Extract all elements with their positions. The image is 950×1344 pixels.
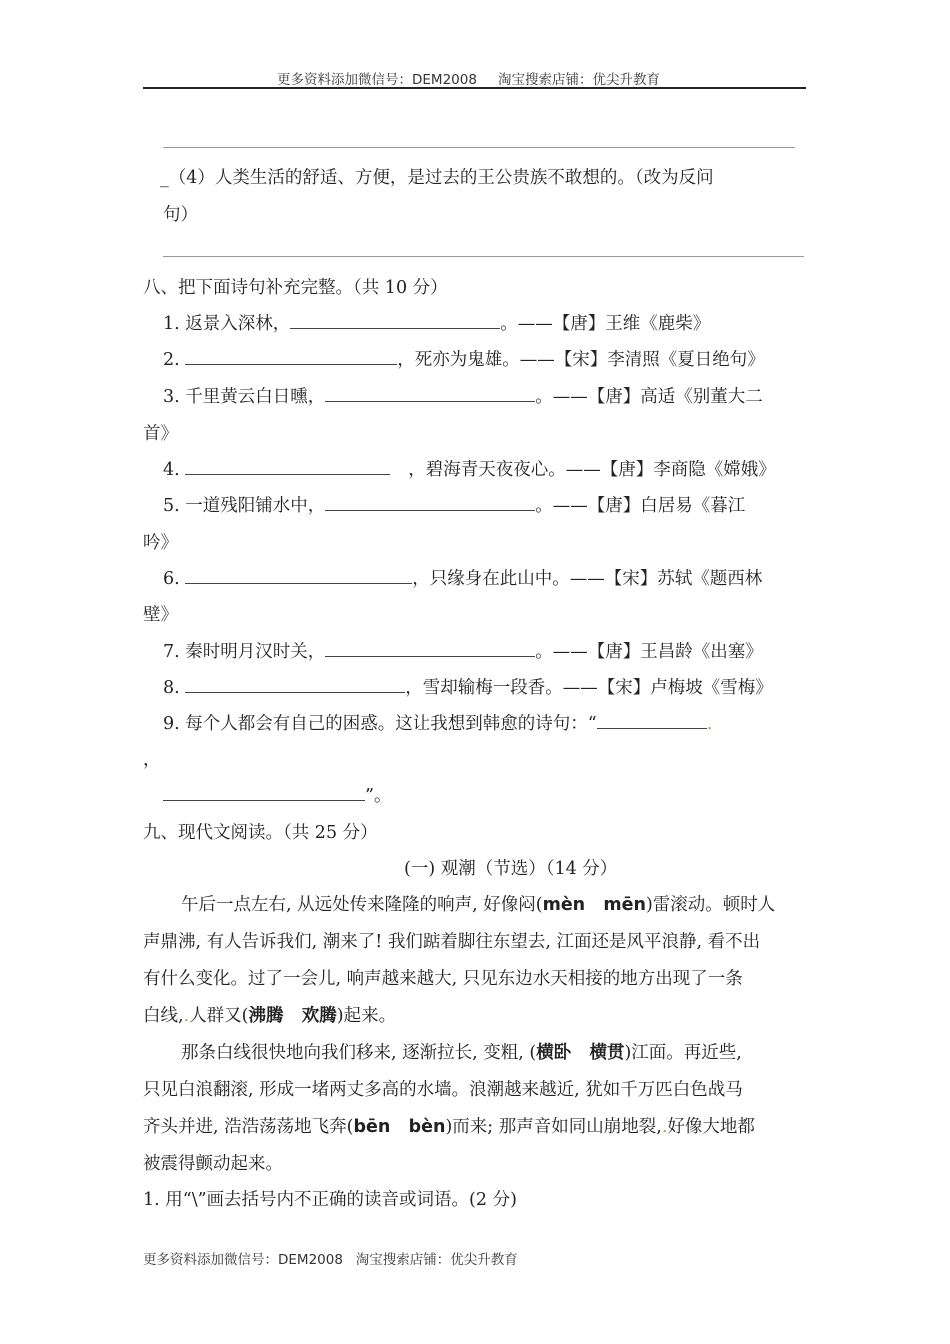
- question-7-4-cont: 句）: [163, 205, 198, 225]
- passage-line: [143, 1002, 396, 1027]
- poem-source: ，碧海青天夜夜心。——【唐】李商隐《嫦娥》: [408, 460, 776, 480]
- poem-item-6-cont: 壁》: [143, 605, 178, 625]
- passage-text: 人群又(: [189, 1006, 249, 1026]
- poem-item-5-cont: 吟》: [143, 533, 178, 553]
- poem-source: ，雪却输梅一段香。——【宋】卢梅坡《雪梅》: [405, 678, 773, 698]
- passage-title: (一) 观潮（节选）（14 分）: [404, 859, 618, 879]
- poem-source: ，只缘身在此山中。——【宋】苏轼《题西林: [412, 569, 763, 589]
- blank[interactable]: [325, 385, 535, 402]
- passage-text: 好像大地都: [667, 1117, 755, 1137]
- blank[interactable]: [163, 784, 365, 801]
- passage-text: 白线,: [143, 1006, 184, 1026]
- poem-item-6: [163, 565, 762, 590]
- poem-source: 。——【唐】高适《别董大二: [535, 387, 763, 407]
- poem-source: 。——【唐】白居易《暮江: [535, 496, 746, 516]
- passage-text: )而来; 那声音如同山崩地裂,: [445, 1117, 662, 1137]
- poem-source: ，死亦为鬼雄。——【宋】李清照《夏日绝句》: [397, 350, 765, 370]
- poem-item-5: [163, 492, 745, 517]
- poem-item-9-comma: ，: [143, 750, 161, 770]
- poem-item-3-cont: 首》: [143, 424, 178, 444]
- poem-item-7: [163, 638, 763, 663]
- poem-item-9-end: [163, 782, 391, 807]
- poem-text: 7. 秦时明月汉时关，: [163, 642, 326, 662]
- passage-line: 有什么变化。过了一会儿, 响声越来越大, 只见东边水天相接的地方出现了一条: [143, 969, 743, 989]
- poem-source: 。——【唐】王维《鹿柴》: [500, 314, 711, 334]
- passage-text: )江面。再近些,: [624, 1043, 742, 1063]
- mark-dot: .: [183, 1006, 190, 1026]
- header-shop: 淘宝搜索店铺：优尖升教育: [498, 72, 660, 88]
- mark-dot: .: [706, 714, 713, 734]
- poem-item-9: [163, 710, 712, 735]
- poem-source: 。——【唐】王昌龄《出塞》: [535, 642, 763, 662]
- question-9-1: 1. 用“\”画去括号内不正确的读音或词语。(2 分): [143, 1190, 517, 1210]
- passage-text: 齐头并进, 浩浩荡荡地飞奔(: [143, 1117, 354, 1137]
- poem-text: 2.: [163, 350, 186, 370]
- poem-text: 6.: [163, 569, 186, 589]
- blank[interactable]: [185, 567, 412, 584]
- poem-item-1: [163, 310, 710, 335]
- blank[interactable]: [185, 458, 390, 475]
- blank[interactable]: [325, 494, 535, 511]
- poem-text: 9. 每个人都会有自己的困惑。这让我想到韩愈的诗句：“: [163, 714, 597, 734]
- passage-text: 那条白线很快地向我们移来, 逐渐拉长, 变粗, (: [181, 1043, 537, 1063]
- footer-text: 更多资料添加微信号：DEM2008 淘宝搜索店铺：优尖升教育: [143, 1252, 518, 1268]
- poem-text: 8.: [163, 678, 186, 698]
- poem-text: 4.: [163, 460, 186, 480]
- poem-text: ”。: [365, 786, 392, 806]
- answer-line: [163, 256, 804, 257]
- passage-text: )起来。: [336, 1006, 397, 1026]
- poem-item-8: [163, 674, 773, 699]
- blank[interactable]: [325, 640, 535, 657]
- passage-line: 声鼎沸, 有人告诉我们, 潮来了! 我们踮着脚往东望去, 江面还是风平浪静, 看不出: [143, 932, 761, 952]
- answer-line: [163, 147, 795, 148]
- poem-item-3: [163, 383, 763, 408]
- pinyin-options: mèn mēn: [542, 895, 646, 915]
- passage-text: 午后一点左右, 从远处传来隆隆的响声, 好像闷(: [181, 895, 543, 915]
- passage-line: 只见白浪翻滚, 形成一堵两丈多高的水墙。浪潮越来越近, 犹如千万匹白色战马: [143, 1080, 743, 1100]
- poem-text: 5. 一道残阳铺水中，: [163, 496, 326, 516]
- header-wechat: 更多资料添加微信号：DEM2008: [277, 72, 477, 88]
- poem-item-4: [163, 456, 776, 481]
- blank[interactable]: [185, 348, 397, 365]
- poem-text: 1. 返景入深林，: [163, 314, 291, 334]
- poem-text: 3. 千里黄云白日曛，: [163, 387, 326, 407]
- question-7-4: _（4）人类生活的舒适、方便，是过去的王公贵族不敢想的。（改为反问: [160, 168, 714, 188]
- passage-line: [181, 1039, 742, 1064]
- mark-dot: .: [661, 1117, 668, 1137]
- header-rule: [143, 87, 806, 89]
- blank[interactable]: [185, 676, 405, 693]
- section-9-title: 九、现代文阅读。（共 25 分）: [143, 823, 378, 843]
- pinyin-options: bēn bèn: [353, 1117, 446, 1137]
- word-options: 横卧 横贯: [536, 1043, 625, 1063]
- passage-line: 被震得颤动起来。: [143, 1154, 283, 1174]
- blank[interactable]: [597, 712, 707, 729]
- section-8-title: 八、把下面诗句补充完整。（共 10 分）: [143, 278, 448, 298]
- passage-line: [181, 891, 775, 916]
- passage-line: [143, 1113, 755, 1138]
- passage-text: )雷滚动。顿时人: [645, 895, 776, 915]
- poem-item-2: [163, 346, 765, 371]
- word-options: 沸腾 欢腾: [248, 1006, 337, 1026]
- blank[interactable]: [290, 312, 500, 329]
